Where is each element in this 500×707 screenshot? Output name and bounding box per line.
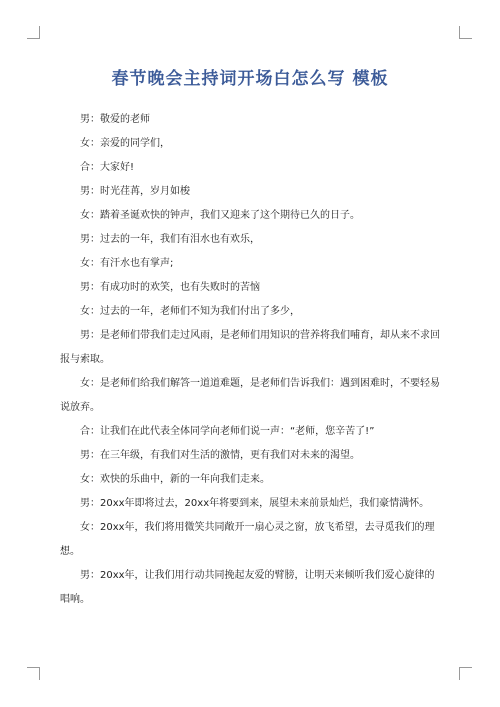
script-line: 女：有汗水也有掌声; (80, 258, 174, 269)
script-line: 男：敬爱的老师 (80, 114, 150, 125)
script-line: 女：欢快的乐曲中，新的一年向我们走来。 (80, 474, 270, 485)
script-line: 女：过去的一年，老师们不知为我们付出了多少， (80, 306, 300, 317)
script-line: 男：有成功时的欢笑，也有失败时的苦恼 (80, 282, 260, 293)
script-line: 合：让我们在此代表全体同学向老师们说一声：“老师，您辛苦了!” (80, 426, 375, 437)
script-line: 女：20xx年，我们将用微笑共同敞开一扇心灵之窗，放飞希望，去寻觅我们的理想。 (60, 522, 435, 557)
script-line: 合：大家好! (80, 162, 135, 173)
script-line: 男：在三年级，有我们对生活的激情，更有我们对未来的渴望。 (80, 450, 360, 461)
script-line: 女：亲爱的同学们， (80, 138, 170, 149)
script-line: 男：是老师们带我们走过风雨，是老师们用知识的营养将我们哺育，却从来不求回报与索取。 (60, 330, 440, 365)
script-line: 男：20xx年即将过去，20xx年将要到来，展望未来前景灿烂，我们豪情满怀。 (80, 498, 430, 509)
document-title: 春节晚会主持词开场白怎么写 模板 (111, 69, 389, 89)
document-body (60, 108, 444, 612)
crop-mark-top-left (27, 26, 40, 39)
script-line: 男：过去的一年，我们有泪水也有欢乐， (80, 234, 260, 245)
script-line: 男：时光荏苒，岁月如梭 (80, 186, 190, 197)
crop-mark-bottom-right (459, 667, 472, 680)
script-line: 男：20xx年，让我们用行动共同挽起友爱的臂膀，让明天来倾听我们爱心旋律的唱响。 (60, 570, 435, 605)
crop-mark-top-right (459, 26, 472, 39)
script-line: 女：是老师们给我们解答一道道难题，是老师们告诉我们：遇到困难时，不要轻易说放弃。 (60, 378, 440, 413)
script-line: 女：踏着圣诞欢快的钟声，我们又迎来了这个期待已久的日子。 (80, 210, 360, 221)
crop-mark-bottom-left (27, 667, 40, 680)
